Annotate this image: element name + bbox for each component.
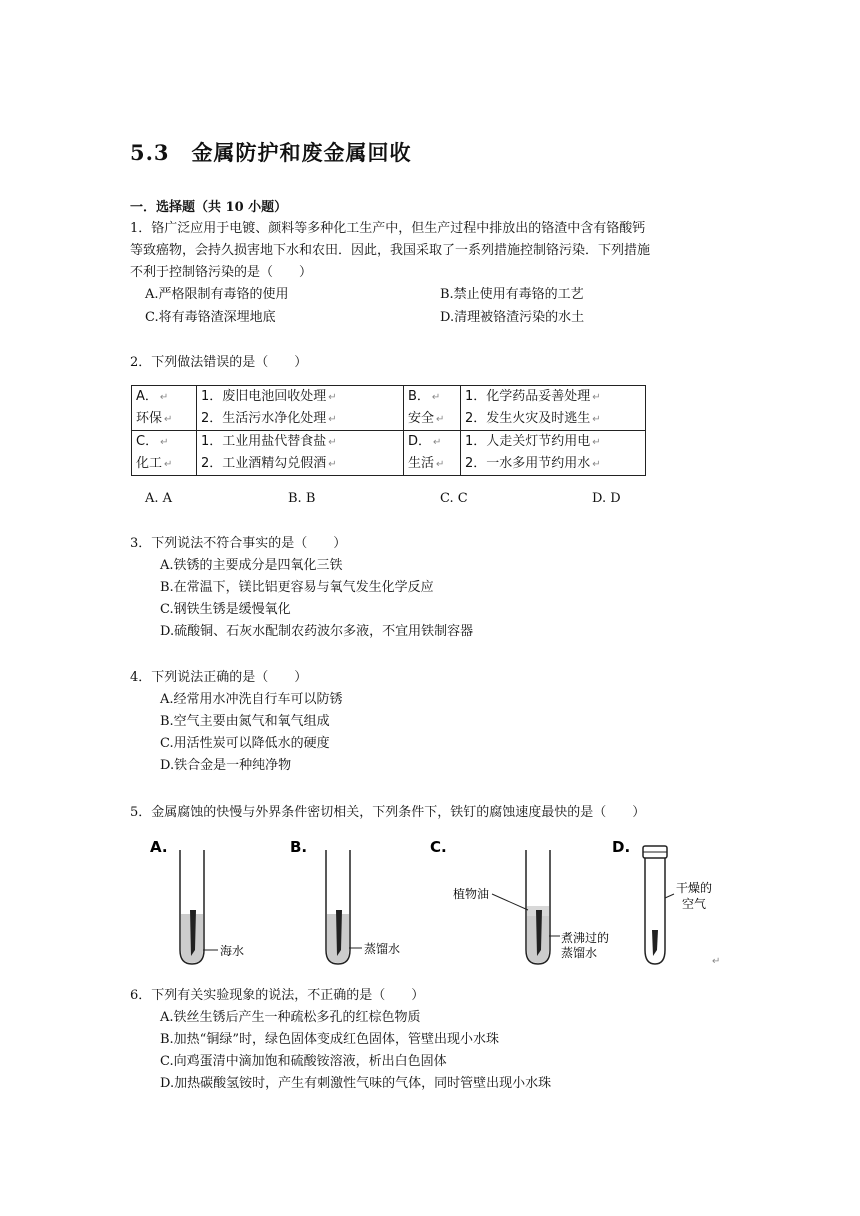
tube-d-air-label-1: 干燥的 [676, 881, 713, 895]
table-row [132, 431, 646, 476]
question-4-option-b: B.空气主要由氮气和氧气组成 [160, 714, 330, 729]
question-4-option-d: D.铁合金是一种纯净物 [160, 758, 292, 773]
tube-d-air-label-2: 空气 [682, 897, 707, 911]
page-title: 5.3 金属防护和废金属回收 [130, 140, 412, 165]
question-4-stem: 4．下列说法正确的是（ ） [130, 670, 308, 685]
tube-c-water-label-1: 煮沸过的 [561, 931, 610, 945]
question-4-option-c: C.用活性炭可以降低水的硬度 [160, 736, 330, 751]
question-1-option-d: D.清理被铬渣污染的水土 [440, 310, 585, 325]
question-6-option-b: B.加热“铜绿”时，绿色固体变成红色固体，管壁出现小水珠 [160, 1032, 499, 1047]
tube-b-water-label: 蒸馏水 [364, 942, 401, 956]
tube-a-water-label: 海水 [220, 944, 245, 958]
question-3-option-c: C.钢铁生锈是缓慢氧化 [160, 602, 291, 617]
question-3-option-b: B.在常温下，镁比铝更容易与氧气发生化学反应 [160, 580, 434, 595]
table-cell-d-label: D． ↵ 生活 ↵ [404, 431, 461, 476]
question-3-stem: 3．下列说法不符合事实的是（ ） [130, 536, 347, 551]
table-cell-c-items: 1．工业用盐代替食盐 ↵ 2．工业酒精勾兑假酒 ↵ [197, 431, 404, 476]
question-1-option-c: C.将有毒铬渣深埋地底 [145, 310, 276, 325]
figure-return-mark: ↵ [712, 956, 721, 967]
question-1 [130, 218, 750, 284]
question-2-option-c: C. C [440, 491, 468, 506]
tube-d-leader [665, 894, 674, 898]
tube-d-label: D. [612, 838, 631, 856]
question-5-figure [140, 832, 740, 974]
question-2-stem: 2．下列做法错误的是（ ） [130, 355, 308, 370]
question-3-option-a: A.铁锈的主要成分是四氧化三铁 [160, 558, 343, 573]
question-5-stem: 5．金属腐蚀的快慢与外界条件密切相关，下列条件下，铁钉的腐蚀速度最快的是（ ） [130, 805, 646, 820]
table-cell-d-items: 1．人走关灯节约用电 ↵ 2．一水多用节约用水 ↵ [461, 431, 646, 476]
question-2-table [131, 385, 646, 476]
question-1-line-1: 1．铬广泛应用于电镀、颜料等多种化工生产中，但生产过程中排放出的铬渣中含有铬酸钙 [130, 221, 646, 236]
question-6-stem: 6．下列有关实验现象的说法，不正确的是（ ） [130, 988, 425, 1003]
question-6-option-a: A.铁丝生锈后产生一种疏松多孔的红棕色物质 [160, 1010, 421, 1025]
table-cell-b-items: 1．化学药品妥善处理 ↵ 2．发生火灾及时逃生 ↵ [461, 386, 646, 431]
tube-c-oil-leader [492, 894, 528, 910]
tube-a-label: A. [150, 838, 168, 856]
table-cell-a-label: A． ↵ 环保 ↵ [132, 386, 197, 431]
table-cell-c-label: C． ↵ 化工 ↵ [132, 431, 197, 476]
question-4-option-a: A.经常用水冲洗自行车可以防锈 [160, 692, 343, 707]
question-2-option-a: A. A [145, 491, 173, 506]
tube-d-nail-icon [652, 930, 658, 956]
tube-c-label: C. [430, 838, 447, 856]
question-6-option-d: D.加热碳酸氢铵时，产生有刺激性气味的气体，同时管壁出现小水珠 [160, 1076, 552, 1091]
tube-b-label: B. [290, 838, 308, 856]
question-1-option-a: A.严格限制有毒铬的使用 [145, 287, 289, 302]
question-3-option-d: D.硫酸铜、石灰水配制农药波尔多液，不宜用铁制容器 [160, 624, 474, 639]
question-1-line-3: 不利于控制铬污染的是（ ） [130, 265, 313, 280]
table-cell-a-items: 1．废旧电池回收处理 ↵ 2．生活污水净化处理 ↵ [197, 386, 404, 431]
question-2-option-d: D. D [592, 491, 621, 506]
question-1-line-2: 等致癌物，会持久损害地下水和农田．因此，我国采取了一系列措施控制铬污染．下列措施 [130, 243, 651, 258]
tube-c-water-label-2: 蒸馏水 [561, 946, 598, 960]
table-cell-b-label: B． ↵ 安全 ↵ [404, 386, 461, 431]
question-2-option-b: B. B [288, 491, 316, 506]
section-heading: 一．选择题（共 10 小题） [130, 200, 288, 215]
question-6-option-c: C.向鸡蛋清中滴加饱和硫酸铵溶液，析出白色固体 [160, 1054, 447, 1069]
tube-c-oil-label: 植物油 [453, 887, 490, 901]
table-row [132, 386, 646, 431]
question-1-option-b: B.禁止使用有毒铬的工艺 [440, 287, 584, 302]
